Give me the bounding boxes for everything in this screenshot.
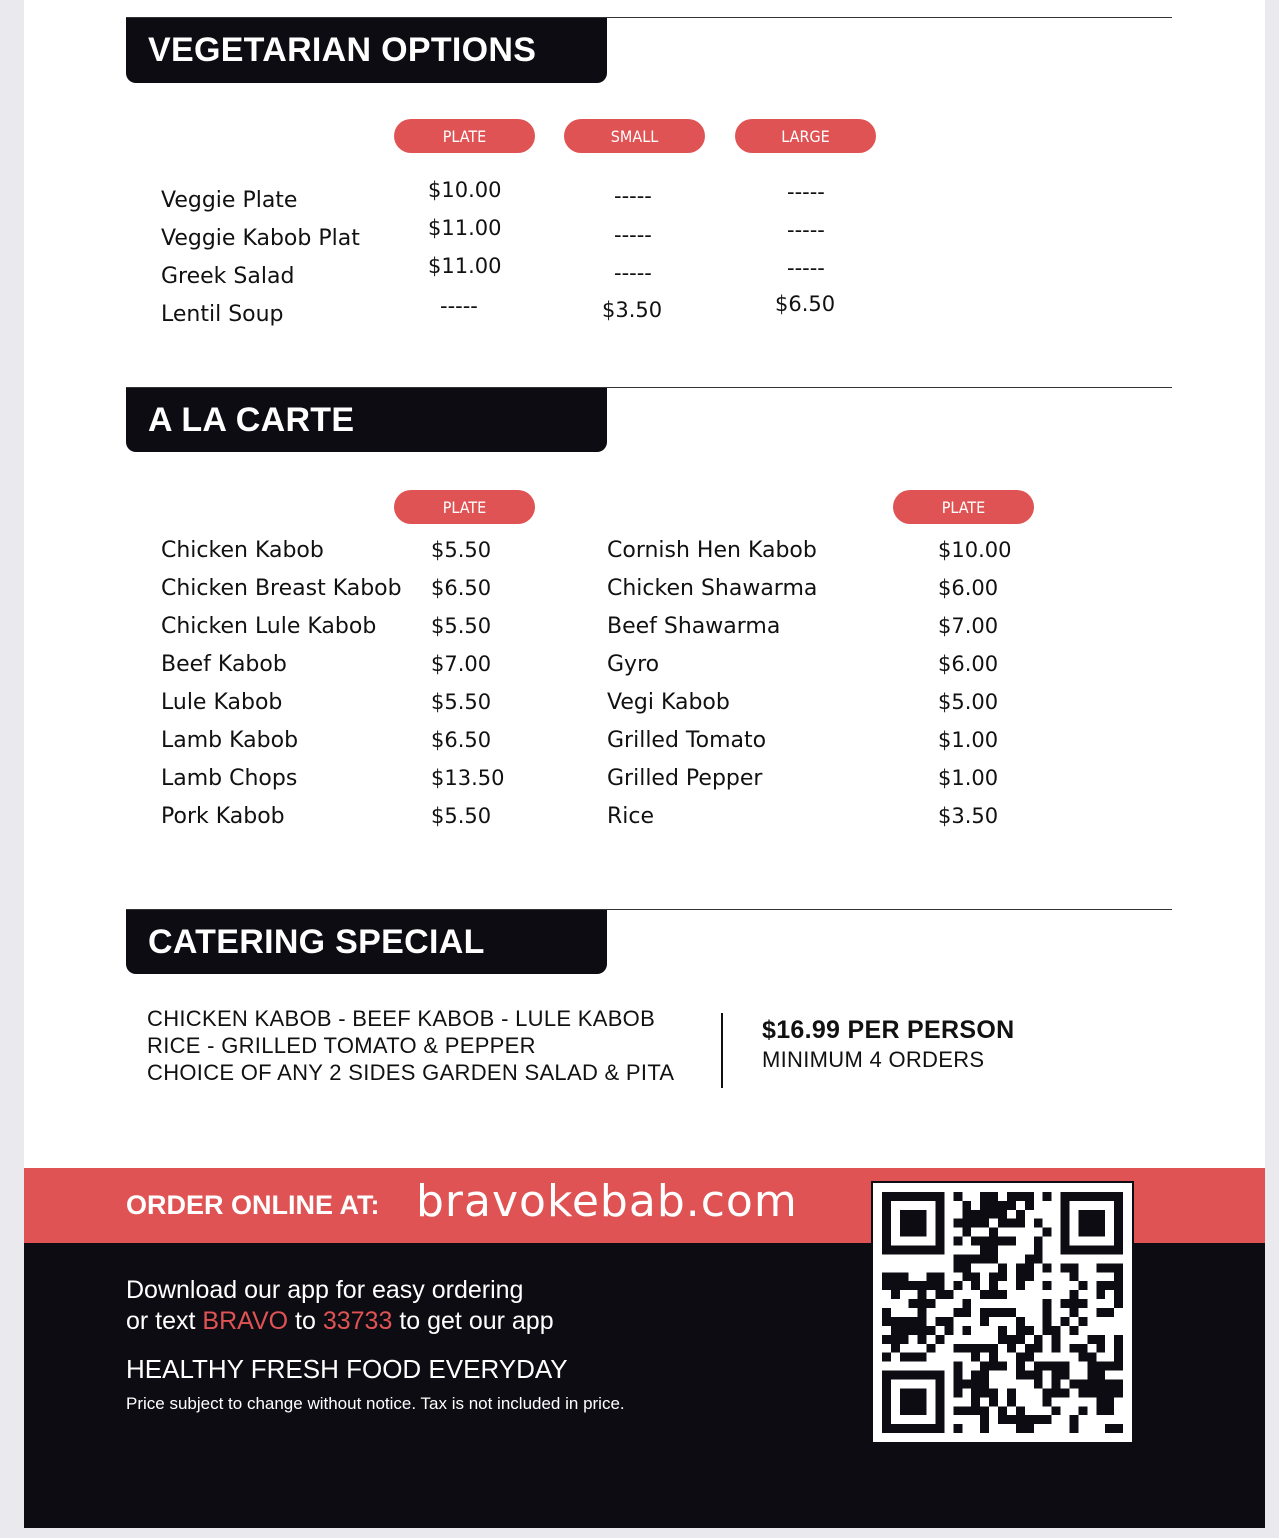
catering-line: RICE - GRILLED TOMATO & PEPPER — [147, 1033, 536, 1058]
app-text-mid: to — [288, 1307, 323, 1335]
sms-number: 33733 — [322, 1307, 393, 1335]
plate-column-header: PLATE — [394, 490, 535, 524]
menu-item-name: Veggie Plate — [161, 188, 298, 213]
tagline: HEALTHY FRESH FOOD EVERYDAY — [126, 1354, 568, 1384]
order-online-label: ORDER ONLINE AT: — [126, 1190, 380, 1220]
menu-item-name: Chicken Shawarma — [607, 576, 818, 601]
menu-item-name: Veggie Kabob Plat — [161, 226, 360, 251]
menu-item-price: ----- — [614, 261, 652, 285]
menu-item-price: $5.50 — [431, 538, 492, 562]
menu-item-price: $6.50 — [775, 292, 836, 316]
menu-item-price: $1.00 — [938, 728, 999, 752]
menu-item-price: ----- — [787, 180, 825, 204]
menu-item-price: $11.00 — [428, 216, 502, 240]
menu-item-price: $10.00 — [428, 178, 502, 202]
qr-code-graphic — [873, 1183, 1132, 1442]
small-column-header: SMALL — [564, 119, 705, 153]
menu-item-name: Vegi Kabob — [607, 690, 730, 715]
menu-item-price: $5.50 — [431, 804, 492, 828]
menu-item-name: Gyro — [607, 652, 660, 677]
menu-item-name: Beef Kabob — [161, 652, 287, 677]
app-text-prefix: or text — [126, 1307, 203, 1335]
menu-item-name: Chicken Kabob — [161, 538, 324, 563]
plate-column-header: PLATE — [893, 490, 1034, 524]
menu-item-price: ----- — [614, 184, 652, 208]
catering-section-title: CATERING SPECIAL — [126, 910, 607, 974]
app-text-suffix: to get our app — [392, 1307, 554, 1335]
menu-item-name: Chicken Lule Kabob — [161, 614, 377, 639]
menu-item-name: Beef Shawarma — [607, 614, 781, 639]
catering-price: $16.99 PER PERSON — [762, 1016, 1015, 1044]
menu-item-price: $7.00 — [431, 652, 492, 676]
menu-item-name: Lamb Chops — [161, 766, 298, 791]
menu-item-price: $3.50 — [938, 804, 999, 828]
menu-item-name: Grilled Tomato — [607, 728, 767, 753]
menu-item-price: $6.00 — [938, 576, 999, 600]
sms-keyword: BRAVO — [202, 1307, 289, 1335]
menu-item-name: Chicken Breast Kabob — [161, 576, 402, 601]
app-download-text: Download our app for easy ordering — [126, 1276, 524, 1304]
order-online-link[interactable]: bravokebab.com — [416, 1176, 798, 1227]
menu-item-price: $3.50 — [602, 298, 663, 322]
menu-item-name: Cornish Hen Kabob — [607, 538, 817, 563]
menu-item-name: Lule Kabob — [161, 690, 283, 715]
menu-item-price: $5.50 — [431, 614, 492, 638]
menu-item-price: $6.00 — [938, 652, 999, 676]
menu-item-price: ----- — [787, 218, 825, 242]
alacarte-section-title: A LA CARTE — [126, 388, 607, 452]
menu-item-price: $10.00 — [938, 538, 1012, 562]
menu-item-price: ----- — [787, 256, 825, 280]
menu-item-name: Pork Kabob — [161, 804, 285, 829]
menu-item-price: $6.50 — [431, 728, 492, 752]
menu-item-name: Greek Salad — [161, 264, 295, 289]
menu-item-price: $6.50 — [431, 576, 492, 600]
catering-divider — [721, 1013, 723, 1088]
menu-item-price: $5.00 — [938, 690, 999, 714]
menu-item-price: ----- — [614, 223, 652, 247]
plate-column-header: PLATE — [394, 119, 535, 153]
catering-line: CHOICE OF ANY 2 SIDES GARDEN SALAD & PITA — [147, 1060, 675, 1085]
menu-item-name: Lentil Soup — [161, 302, 284, 327]
large-column-header: LARGE — [735, 119, 876, 153]
catering-line: CHICKEN KABOB - BEEF KABOB - LULE KABOB — [147, 1006, 656, 1031]
menu-item-price: $11.00 — [428, 254, 502, 278]
menu-item-price: ----- — [440, 294, 478, 318]
vegetarian-section-title: VEGETARIAN OPTIONS — [126, 18, 607, 83]
menu-item-price: $5.50 — [431, 690, 492, 714]
menu-item-name: Grilled Pepper — [607, 766, 763, 791]
menu-item-name: Rice — [607, 804, 655, 829]
qr-code-icon[interactable] — [871, 1181, 1134, 1444]
menu-item-name: Lamb Kabob — [161, 728, 299, 753]
app-text-instructions — [126, 1307, 554, 1336]
menu-item-price: $7.00 — [938, 614, 999, 638]
catering-minimum: MINIMUM 4 ORDERS — [762, 1047, 985, 1072]
menu-item-price: $1.00 — [938, 766, 999, 790]
price-disclaimer: Price subject to change without notice. Tax is not included in price. — [126, 1394, 625, 1413]
menu-item-price: $13.50 — [431, 766, 505, 790]
